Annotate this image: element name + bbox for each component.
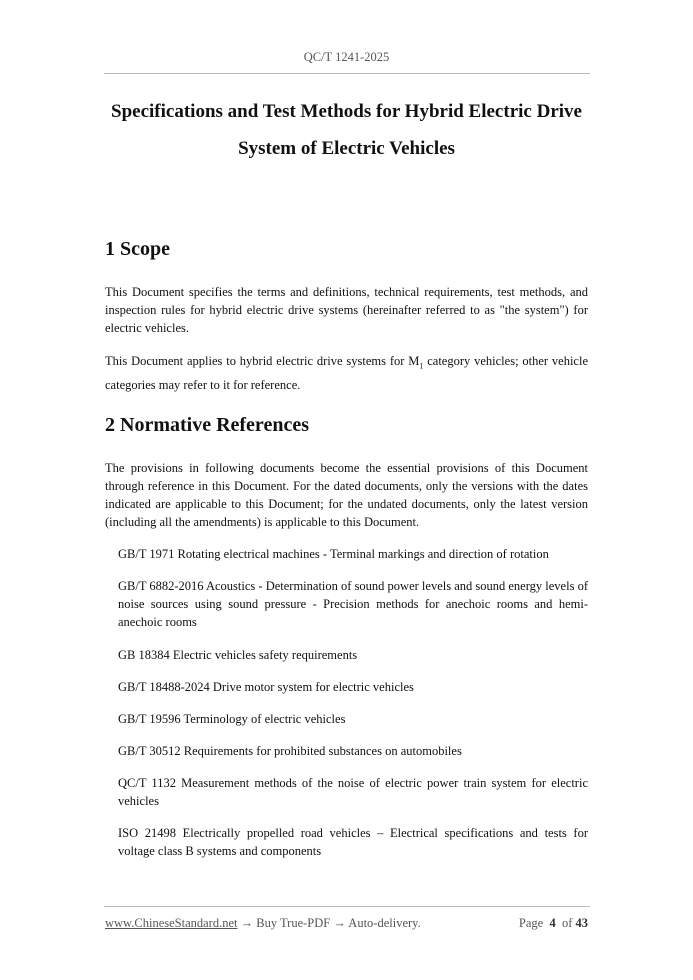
of-label: of	[561, 916, 573, 930]
footer	[105, 916, 588, 931]
text: category vehicles; other vehicle categories may refer to it for reference.	[105, 354, 588, 392]
reference-item: GB/T 1971 Rotating electrical machines - Terminal markings and direction of rotation	[118, 547, 549, 561]
header-standard-code: QC/T 1241-2025	[303, 50, 390, 64]
section-heading-normative-references: 2 Normative References	[105, 414, 309, 436]
footer-promo	[105, 916, 421, 931]
reference-item: GB/T 19596 Terminology of electric vehicles	[118, 712, 346, 726]
website-link[interactable]: www.ChineseStandard.net	[105, 916, 238, 930]
document-title-line2: System of Electric Vehicles	[238, 138, 455, 159]
reference-item: GB/T 18488-2024 Drive motor system for electric vehicles	[118, 680, 414, 694]
reference-item: ISO 21498 Electrically propelled road vehicles – Electrical specifications and tests for voltage class B systems and components	[118, 826, 588, 858]
subscript: 1	[419, 361, 424, 371]
reference-item: GB 18384 Electric vehicles safety requirements	[118, 648, 358, 662]
document-title-line1: Specifications and Test Methods for Hybrid Electric Drive	[111, 101, 582, 122]
scope-paragraph-1: This Document specifies the terms and definitions, technical requirements, test methods, and inspection rules for hybrid electric drive systems (hereinafter referred to as "the system") for electric vehicles.	[105, 285, 588, 335]
footer-divider	[104, 906, 590, 907]
reference-item: QC/T 1132 Measurement methods of the noise of electric power train system for electric vehicles	[118, 776, 588, 808]
page-indicator	[519, 916, 588, 931]
normative-intro-paragraph: The provisions in following documents become the essential provisions of this Document through reference in this Document. For the dated documents, only the versions with the dates indicated are applicable to this Document; for the undated documents, only the latest version (including all the amendments) is applicable to this Document.	[105, 461, 588, 529]
section-heading-scope: 1 Scope	[105, 238, 170, 260]
scope-paragraph-2	[105, 352, 588, 394]
total-pages: 43	[575, 916, 588, 930]
footer-text: → Buy True-PDF → Auto-delivery.	[237, 916, 421, 930]
reference-item: GB/T 30512 Requirements for prohibited substances on automobiles	[118, 744, 462, 758]
header-divider	[104, 73, 590, 74]
page-label: Page	[518, 916, 544, 930]
page-number: 4	[549, 916, 556, 930]
reference-item: GB/T 6882-2016 Acoustics - Determination of sound power levels and sound energy levels of noise sources using sound pressure - Precision methods for anechoic rooms and hemi-anechoic rooms	[118, 579, 588, 629]
text: This Document applies to hybrid electric drive systems for M	[105, 354, 420, 368]
